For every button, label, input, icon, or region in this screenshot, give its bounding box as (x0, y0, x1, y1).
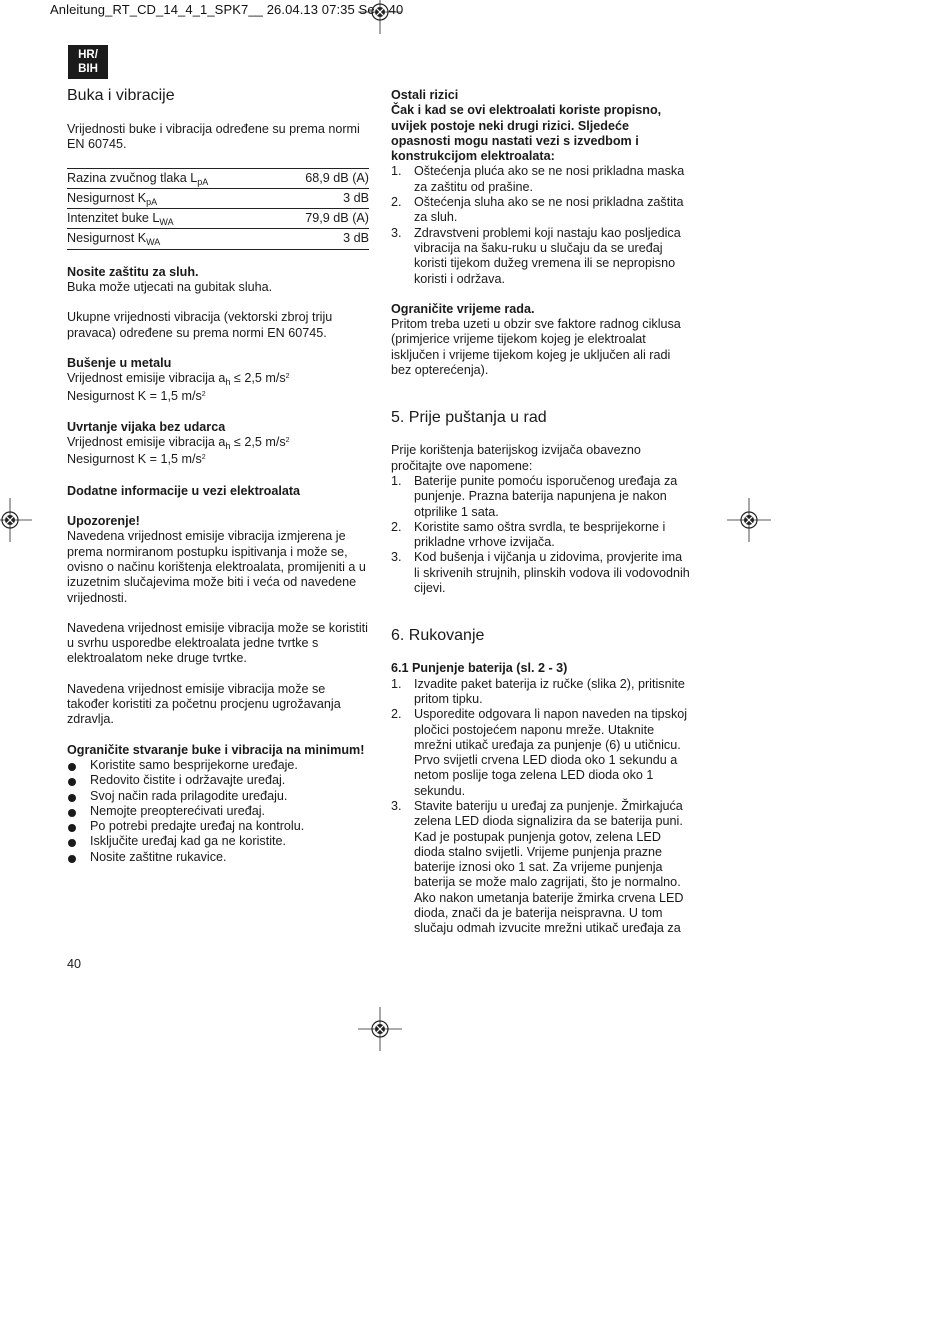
list-item-text: Usporedite odgovara li napon naveden na tipskoj pločici postojećem naponu mreže. Utaknite mrežni utikač uređaja za punjenje (6) u utičnicu. Prvo svijetli crvena LED dioda oko 1 sekundu a netom poslije toga zelena LED dioda oko 1 sekundu. (414, 707, 688, 798)
vibration-total-text: Ukupne vrijednosti vibracija (vektorski zbroj triju pravaca) određene su prema normi EN 60745. (67, 310, 333, 340)
list-item (67, 789, 369, 804)
spec-label-subscript: pA (197, 176, 209, 187)
spec-label-subscript: WA (159, 217, 174, 228)
right-column (391, 88, 691, 937)
spec-value: 3 dB (343, 190, 369, 205)
bullet-icon (68, 763, 76, 771)
residual-risks-bold: Čak i kad se ovi elektroalati koriste propisno, uvijek postoje neki drugi rizici. Sljedeće opasnosti mogu nastati vezi s izvedbom i konstrukcijom elektroalata: (391, 103, 662, 164)
list-item-text: Koristite samo oštra svrdla, te besprijekorne i prikladne vrhove izvijača. (414, 519, 666, 550)
spec-label-text: Nesigurnost K (67, 231, 147, 246)
screwing-vibration-exponent: 2 (285, 437, 290, 445)
spec-row (67, 229, 369, 249)
screwing-vibration-label: Vrijednost emisije vibracija a (67, 435, 226, 450)
list-item-text: Isključite uređaj kad ga ne koristite. (90, 834, 287, 849)
language-badge-line2: BIH (78, 63, 98, 75)
residual-risks-list (391, 164, 691, 286)
bullet-icon (68, 778, 76, 786)
assessment-text: Navedena vrijednost emisije vibracija može se također koristiti za početnu procjenu ugrožavanja zdravlja. (67, 681, 341, 727)
registration-mark-icon (727, 498, 771, 542)
screwing-vibration-number: ≤ 2,5 m/s (230, 435, 286, 450)
drilling-vibration-exponent: 2 (285, 373, 290, 381)
list-item (67, 850, 369, 865)
noise-intro: Vrijednosti buke i vibracija određene su prema normi EN 60745. (67, 122, 360, 152)
charging-list (391, 677, 691, 937)
list-item-number: 1. (391, 164, 402, 179)
list-item (391, 474, 691, 520)
language-badge (68, 45, 108, 79)
spec-label-text: Razina zvučnog tlaka L (67, 170, 198, 185)
list-item-text: Izvadite paket baterija iz ručke (slika 2), pritisnite pritom tipku. (414, 676, 685, 706)
spec-label-subscript: pA (146, 196, 158, 207)
warning-text: Navedena vrijednost emisije vibracija izmjerena je prema normiranom postupku ispitivanja i može se, ovisno o načinu korištenja elektroalata, promijeniti a u izuzetnim slučajevima može biti i veća od navedene vrijednosti. (67, 529, 366, 605)
list-item (67, 834, 369, 849)
list-item-text: Nemojte preopterećivati uređaj. (90, 803, 266, 818)
noise-spec-table (67, 168, 369, 250)
list-item-text: Zdravstveni problemi koji nastaju kao posljedica vibracija na šaku-ruku u slučaju da se uređaj koristi tijekom dužeg vremena ili se nepropisno koristi i održava. (414, 225, 681, 286)
section-title-before-use: 5. Prije puštanja u rad (391, 409, 547, 427)
list-item-text: Nosite zaštitne rukavice. (90, 849, 227, 864)
list-item (391, 799, 691, 937)
list-item-number: 2. (391, 707, 402, 722)
warning-heading: Upozorenje! (67, 514, 140, 529)
registration-mark-icon (0, 498, 32, 542)
drilling-vibration-value (67, 371, 369, 386)
spec-label (67, 168, 275, 188)
bullet-icon (68, 824, 76, 832)
bullet-icon (68, 839, 76, 847)
spec-row (67, 168, 369, 188)
drilling-uncertainty-label: Nesigurnost K = 1,5 m/s (67, 388, 202, 403)
spec-row (67, 188, 369, 208)
hearing-protection-text: Buka može utjecati na gubitak sluha. (67, 280, 273, 295)
list-item-text: Svoj način rada prilagodite uređaju. (90, 788, 288, 803)
print-slug (50, 2, 403, 17)
limit-time-heading: Ograničite vrijeme rada. (391, 301, 535, 316)
list-item (391, 677, 691, 708)
bullet-icon (68, 855, 76, 863)
list-item (67, 773, 369, 788)
limit-noise-heading: Ograničite stvaranje buke i vibracija na minimum! (67, 742, 365, 757)
list-item-text: Oštećenja pluća ako se ne nosi prikladna maska za zaštitu od prašine. (414, 164, 685, 194)
list-item (67, 819, 369, 834)
spec-value: 68,9 dB (A) (305, 170, 369, 185)
registration-mark-icon (358, 0, 402, 34)
list-item (391, 226, 691, 287)
list-item-number: 1. (391, 676, 402, 691)
list-item-number: 2. (391, 519, 402, 534)
spec-label (67, 229, 275, 249)
spec-label-text: Intenzitet buke L (67, 211, 160, 226)
list-item-text: Redovito čistite i održavajte uređaj. (90, 773, 286, 788)
section-title-noise: Buka i vibracije (67, 87, 175, 104)
drilling-vibration-subscript: h (225, 377, 231, 388)
list-item (391, 550, 691, 596)
drilling-vibration-label: Vrijednost emisije vibracija a (67, 371, 226, 386)
list-item-number: 2. (391, 195, 402, 210)
bullet-icon (68, 794, 76, 802)
print-slug-text: Anleitung_RT_CD_14_4_1_SPK7__ 26.04.13 07:35 Se (50, 2, 375, 17)
list-item-number: 1. (391, 473, 402, 488)
left-column (67, 86, 369, 865)
screwing-vibration-value (67, 435, 369, 450)
drilling-uncertainty (67, 389, 369, 404)
page-number: 40 (67, 957, 82, 971)
drilling-uncertainty-exponent: 2 (201, 390, 206, 398)
drilling-metal-heading: Bušenje u metalu (67, 355, 172, 370)
spec-label (67, 188, 275, 208)
bullet-icon (68, 809, 76, 817)
language-badge-line1: HR/ (78, 49, 98, 61)
charging-heading: 6.1 Punjenje baterija (sl. 2 - 3) (391, 661, 568, 676)
hearing-protection-heading: Nosite zaštitu za sluh. (67, 264, 199, 279)
screwing-uncertainty-exponent: 2 (201, 454, 206, 462)
list-item-number: 3. (391, 798, 402, 813)
before-use-intro: Prije korištenja baterijskog izvijača obavezno pročitajte ove napomene: (391, 443, 641, 473)
print-slug-page: 40 (388, 2, 404, 17)
spec-row (67, 209, 369, 229)
screwing-uncertainty-label: Nesigurnost K = 1,5 m/s (67, 452, 202, 467)
limit-noise-list (67, 758, 369, 865)
list-item-number: 3. (391, 225, 402, 240)
list-item-text: Stavite bateriju u uređaj za punjenje. Žmirkajuća zelena LED dioda signalizira da se baterija puni. Kad je postupak punjenja gotov, zelena LED dioda stalno svijetli. Vrijeme punjenja prazne baterije iznosi oko 1 sat. Za vrijeme punjenja baterija se može malo zagrijati, što je normalno. Ako nakon umetanja baterije žmirka crvena LED dioda, znači da je baterija neispravna. U tom slučaju odmah izvucite mrežni utikač uređaja za (414, 798, 684, 936)
list-item (391, 164, 691, 195)
screwing-uncertainty (67, 452, 369, 467)
registration-mark-icon (358, 1007, 402, 1051)
screwing-vibration-subscript: h (225, 441, 231, 452)
screwing-heading: Uvrtanje vijaka bez udarca (67, 419, 226, 434)
list-item-text: Po potrebi predajte uređaj na kontrolu. (90, 819, 305, 834)
spec-value: 3 dB (343, 231, 369, 246)
comparison-text: Navedena vrijednost emisije vibracija može se koristiti u svrhu usporedbe elektroalata jedne tvrtke s elektroalatom neke druge tvrtke. (67, 620, 368, 666)
limit-time-text: Pritom treba uzeti u obzir sve faktore radnog ciklusa (primjerice vrijeme tijekom kojeg je elektroalat isključen i vrijeme tijekom kojeg je uključen ali radi bez opterećenja). (391, 317, 681, 378)
list-item (391, 195, 691, 226)
list-item-text: Oštećenja sluha ako se ne nosi prikladna zaštita za sluh. (414, 195, 684, 225)
list-item-number: 3. (391, 550, 402, 565)
section-title-operation: 6. Rukovanje (391, 627, 485, 645)
list-item-text: Kod bušenja i vijčanja u zidovima, provjerite ima li skrivenih strujnih, plinskih vodova ili vodovodnih cijevi. (414, 550, 690, 596)
spec-value: 79,9 dB (A) (305, 211, 369, 226)
list-item (67, 804, 369, 819)
list-item (67, 758, 369, 773)
list-item-text: Koristite samo besprijekorne uređaje. (90, 757, 298, 772)
residual-risks-heading: Ostali rizici (391, 88, 459, 102)
list-item-text: Baterije punite pomoću isporučenog uređaja za punjenje. Prazna baterija napunjena je nakon otprilike 1 sata. (414, 473, 678, 519)
drilling-vibration-number: ≤ 2,5 m/s (230, 371, 286, 386)
spec-label-subscript: WA (146, 237, 161, 248)
spec-label (67, 209, 275, 229)
extra-info-heading: Dodatne informacije u vezi elektroalata (67, 483, 301, 498)
spec-label-text: Nesigurnost K (67, 190, 147, 205)
list-item (391, 707, 691, 799)
before-use-list (391, 474, 691, 596)
list-item (391, 520, 691, 551)
